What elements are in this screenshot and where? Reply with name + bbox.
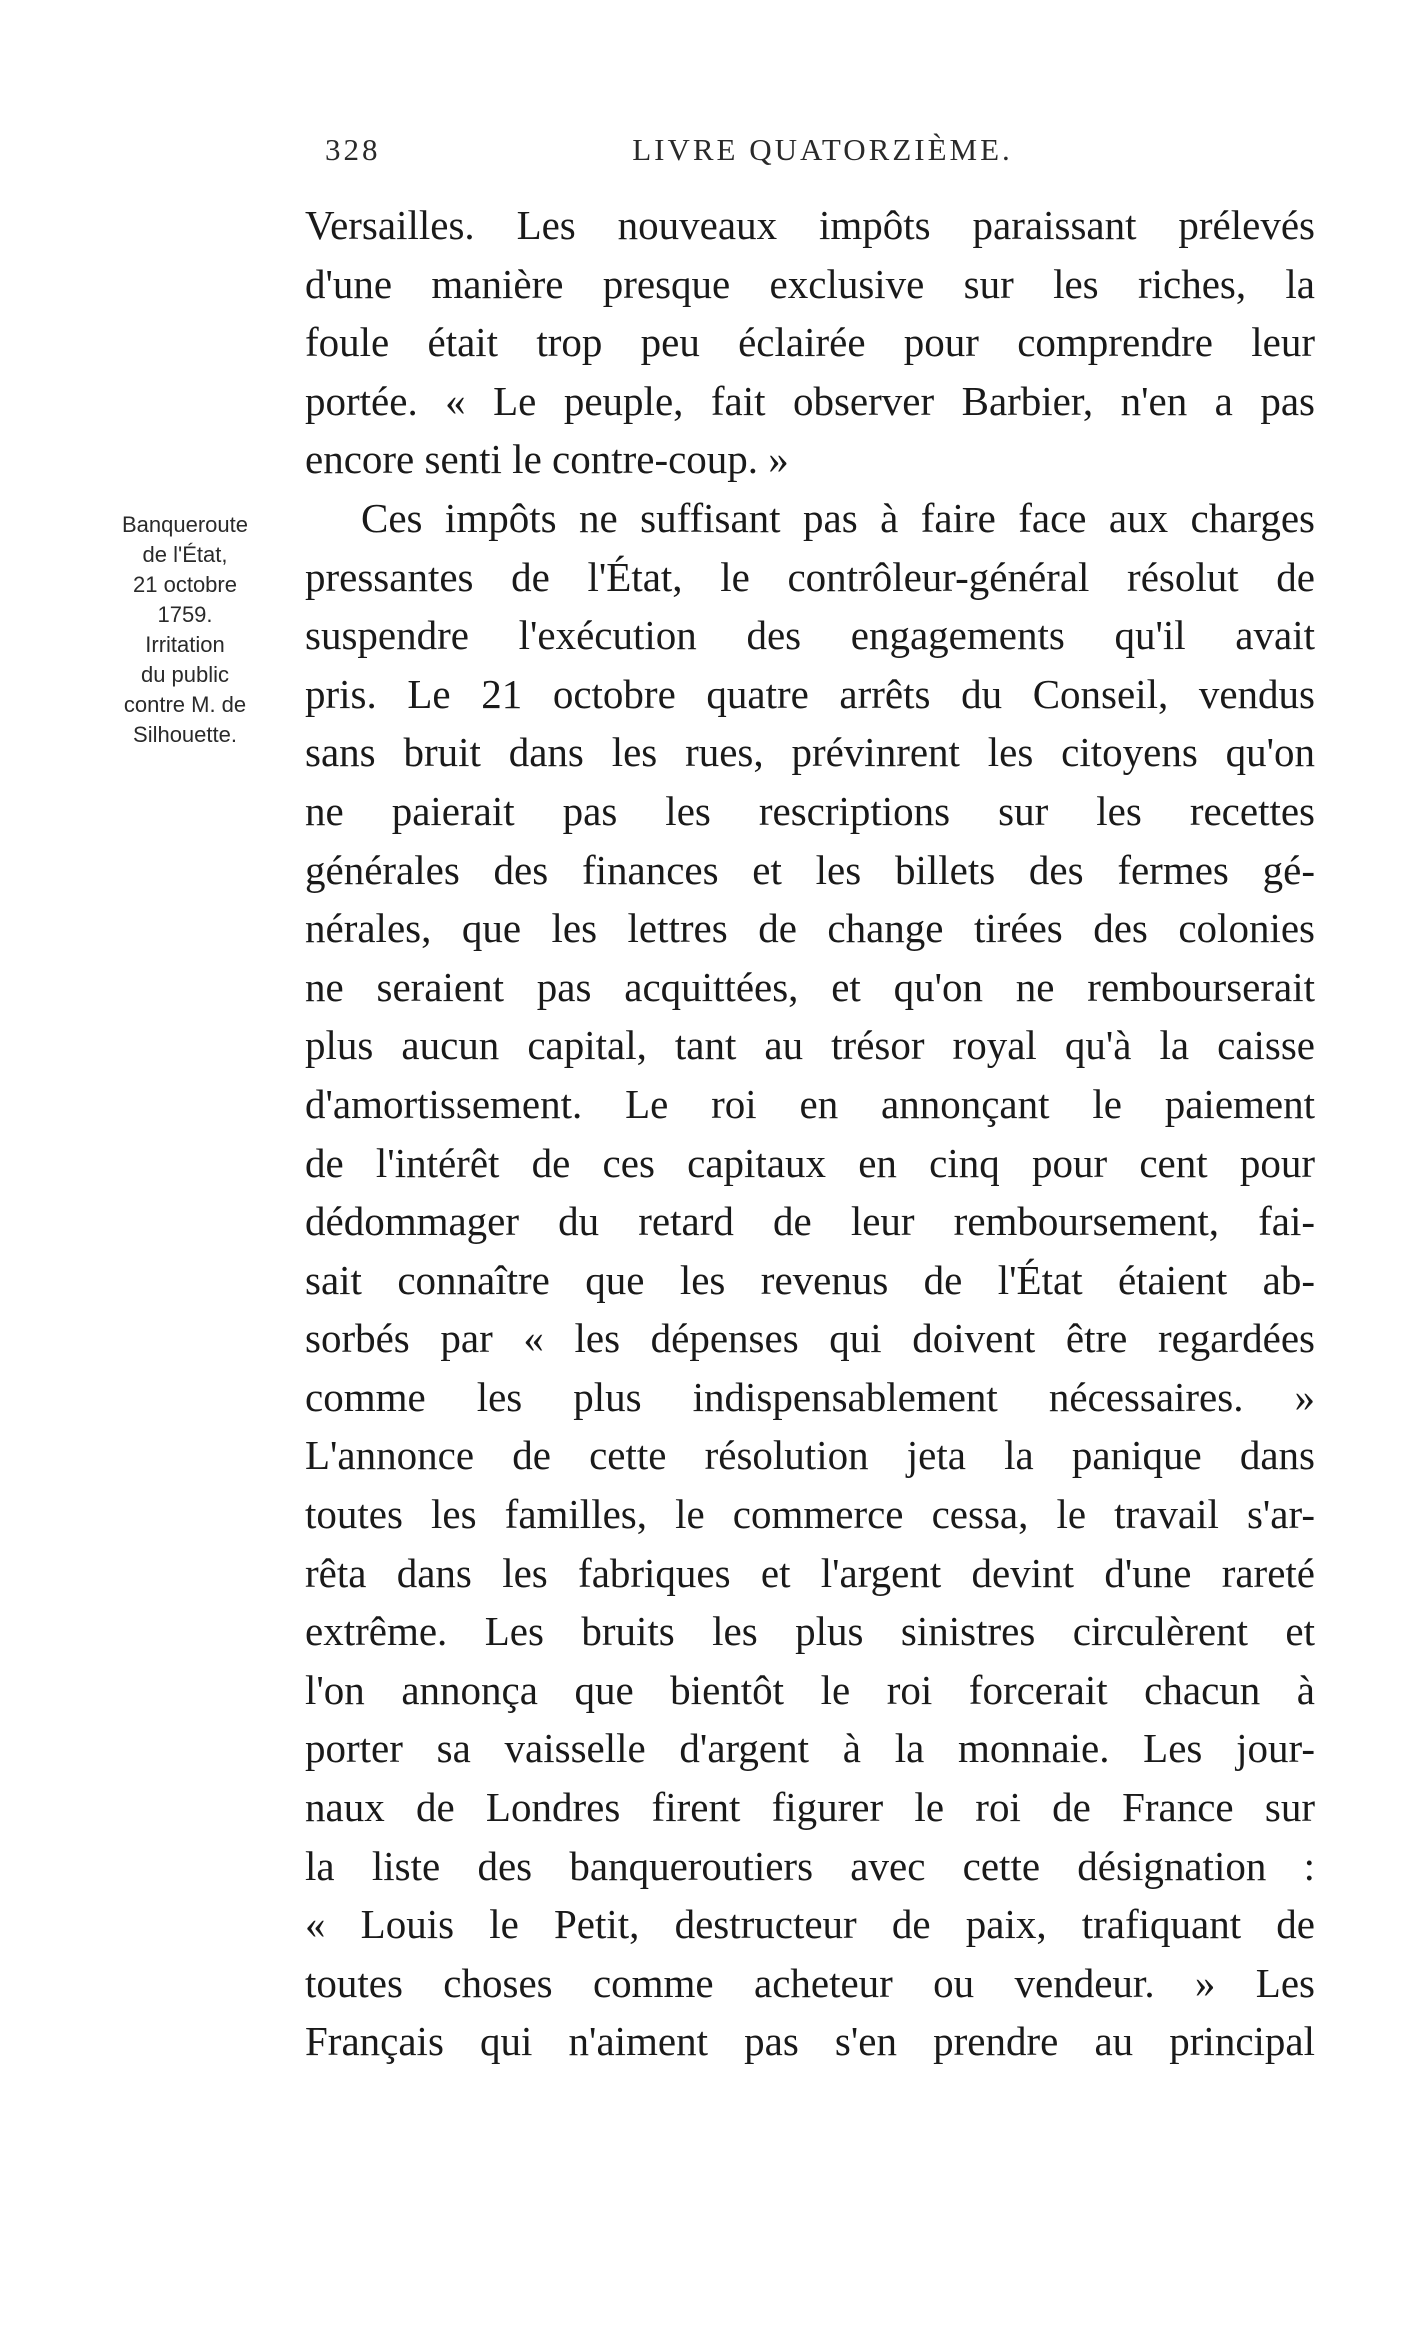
body-text (305, 196, 1315, 2071)
margin-note-line: Banqueroute (122, 512, 248, 537)
text-line: pris. Le 21 octobre quatre arrêts du Conseil, vendus (305, 670, 1315, 717)
margin-note-line: de l'État, (142, 542, 228, 567)
text-line: foule était trop peu éclairée pour comprendre leur (305, 319, 1315, 366)
text-line: Versailles. Les nouveaux impôts paraissant prélevés (305, 202, 1315, 248)
text-line: extrême. Les bruits les plus sinistres circulèrent et (305, 1608, 1315, 1655)
text-line: comme les plus indispensablement nécessaires. » (305, 1373, 1315, 1420)
text-line: nérales, que les lettres de change tirées des colonies (305, 905, 1315, 952)
text-line: d'amortissement. Le roi en annonçant le paiement (305, 1080, 1315, 1127)
text-line: toutes choses comme acheteur ou vendeur. » Les (305, 1959, 1315, 2006)
text-line: pressantes de l'État, le contrôleur-général résolut de (305, 553, 1315, 600)
text-line: dédommager du retard de leur remboursement, fai- (305, 1198, 1315, 1245)
margin-note-line: contre M. de (123, 692, 247, 717)
text-line: ne seraient pas acquittées, et qu'on ne rembourserait (305, 963, 1315, 1010)
text-line: portée. « Le peuple, fait observer Barbier, n'en a pas (305, 377, 1315, 424)
text-line: sait connaître que les revenus de l'État étaient ab- (305, 1256, 1315, 1303)
page-number: 328 (325, 132, 381, 167)
text-line: toutes les familles, le commerce cessa, le travail s'ar- (305, 1491, 1315, 1538)
text-line: sorbés par « les dépenses qui doivent être regardées (305, 1315, 1315, 1362)
margin-note-line: 21 octobre (133, 572, 237, 597)
margin-note-line: Irritation (145, 632, 225, 657)
text-line: porter sa vaisselle d'argent à la monnaie. Les jour- (305, 1725, 1315, 1772)
margin-note-line: 1759. (157, 602, 213, 627)
text-line: d'une manière presque exclusive sur les riches, la (305, 260, 1315, 307)
text-line: Français qui n'aiment pas s'en prendre au principal (305, 2018, 1315, 2065)
text-line: suspendre l'exécution des engagements qu'il avait (305, 612, 1315, 659)
text-line: ne paierait pas les rescriptions sur les recettes (305, 787, 1315, 834)
text-line: l'on annonça que bientôt le roi forcerait chacun à (305, 1666, 1315, 1713)
text-line: L'annonce de cette résolution jeta la panique dans (305, 1432, 1315, 1479)
text-line: sans bruit dans les rues, prévinrent les citoyens qu'on (305, 729, 1315, 776)
margin-note-line: du public (140, 662, 230, 687)
text-line: Ces impôts ne suffisant pas à faire face aux charges (361, 494, 1315, 541)
text-line: encore senti le contre-coup. » (305, 436, 789, 483)
text-line: la liste des banqueroutiers avec cette désignation : (305, 1842, 1315, 1889)
margin-note (100, 510, 270, 750)
text-line: de l'intérêt de ces capitaux en cinq pour cent pour (305, 1139, 1315, 1186)
running-title: LIVRE QUATORZIÈME. (632, 132, 1013, 167)
text-line: « Louis le Petit, destructeur de paix, trafiquant de (305, 1901, 1315, 1948)
margin-note-line: Silhouette. (133, 722, 237, 747)
text-line: naux de Londres firent figurer le roi de France sur (305, 1784, 1315, 1831)
page-header (325, 132, 1320, 176)
text-line: rêta dans les fabriques et l'argent devint d'une rareté (305, 1549, 1315, 1596)
text-line: plus aucun capital, tant au trésor royal qu'à la caisse (305, 1022, 1315, 1069)
text-line: générales des finances et les billets des fermes gé- (305, 846, 1315, 893)
